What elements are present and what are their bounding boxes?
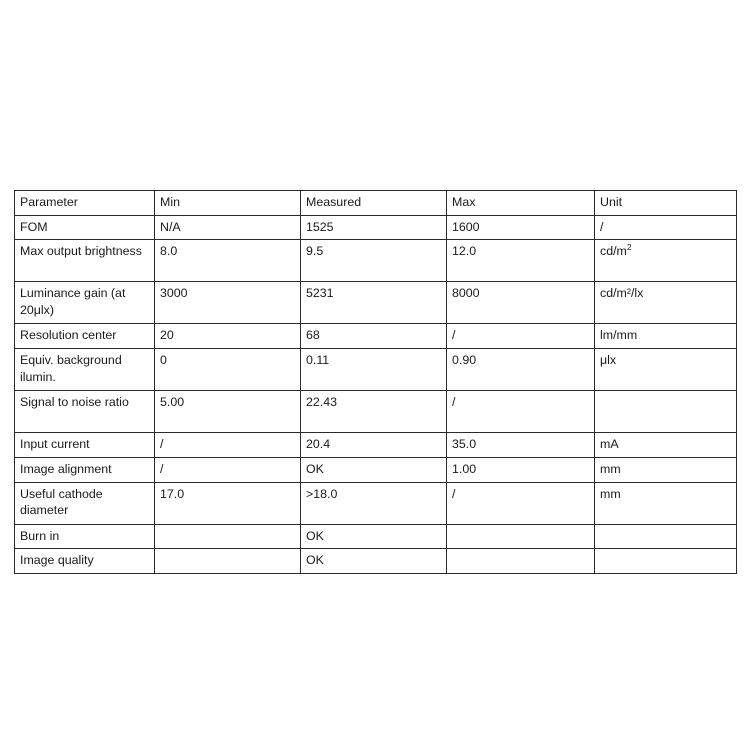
cell-max: /: [447, 391, 595, 433]
cell-unit: cd/m²/lx: [595, 282, 737, 324]
cell-parameter: Max output brightness: [15, 240, 155, 282]
cell-unit-text: cd/m: [600, 244, 627, 259]
cell-max: [447, 549, 595, 574]
cell-max: 12.0: [447, 240, 595, 282]
cell-max: [447, 524, 595, 549]
table-row: [15, 433, 737, 458]
cell-max: /: [447, 324, 595, 349]
cell-unit: μlx: [595, 349, 737, 391]
cell-measured: 68: [301, 324, 447, 349]
cell-measured: 0.11: [301, 349, 447, 391]
cell-measured: 9.5: [301, 240, 447, 282]
cell-measured: 22.43: [301, 391, 447, 433]
cell-unit: [595, 391, 737, 433]
table-header-row: [15, 191, 737, 216]
cell-parameter: Signal to noise ratio: [15, 391, 155, 433]
column-header-measured: Measured: [301, 191, 447, 216]
column-header-unit: Unit: [595, 191, 737, 216]
cell-min: 8.0: [155, 240, 301, 282]
cell-unit: lm/mm: [595, 324, 737, 349]
cell-min: 3000: [155, 282, 301, 324]
cell-unit-superscript: 2: [626, 242, 632, 253]
table-row: [15, 391, 737, 433]
cell-max: 8000: [447, 282, 595, 324]
table-row: [15, 549, 737, 574]
cell-unit: [595, 549, 737, 574]
cell-parameter: Burn in: [15, 524, 155, 549]
cell-measured: OK: [301, 457, 447, 482]
cell-measured: OK: [301, 524, 447, 549]
cell-min: [155, 549, 301, 574]
table-row: [15, 240, 737, 282]
table-row: [15, 457, 737, 482]
cell-parameter: Image quality: [15, 549, 155, 574]
table-row: [15, 349, 737, 391]
cell-parameter: Useful cathode diameter: [15, 482, 155, 524]
cell-parameter: Luminance gain (at 20μlx): [15, 282, 155, 324]
cell-min: /: [155, 457, 301, 482]
table-row: [15, 215, 737, 240]
cell-unit: mm: [595, 482, 737, 524]
cell-max: /: [447, 482, 595, 524]
cell-unit: [595, 240, 737, 282]
table-row: [15, 324, 737, 349]
cell-max: 35.0: [447, 433, 595, 458]
cell-min: [155, 524, 301, 549]
specification-table: [14, 190, 737, 574]
cell-max: 1600: [447, 215, 595, 240]
cell-unit: [595, 524, 737, 549]
table-body: [15, 191, 737, 574]
cell-parameter: Equiv. background ilumin.: [15, 349, 155, 391]
cell-measured: 20.4: [301, 433, 447, 458]
cell-min: 0: [155, 349, 301, 391]
cell-parameter: FOM: [15, 215, 155, 240]
cell-measured: OK: [301, 549, 447, 574]
cell-min: 20: [155, 324, 301, 349]
table-row: [15, 282, 737, 324]
cell-parameter: Input current: [15, 433, 155, 458]
column-header-max: Max: [447, 191, 595, 216]
cell-min: 17.0: [155, 482, 301, 524]
cell-unit: /: [595, 215, 737, 240]
cell-unit: mA: [595, 433, 737, 458]
cell-measured: 5231: [301, 282, 447, 324]
cell-min: /: [155, 433, 301, 458]
column-header-parameter: Parameter: [15, 191, 155, 216]
cell-parameter: Resolution center: [15, 324, 155, 349]
cell-measured: 1525: [301, 215, 447, 240]
table-row: [15, 482, 737, 524]
cell-unit: mm: [595, 457, 737, 482]
cell-max: 0.90: [447, 349, 595, 391]
cell-min: 5.00: [155, 391, 301, 433]
table-row: [15, 524, 737, 549]
cell-max: 1.00: [447, 457, 595, 482]
cell-min: N/A: [155, 215, 301, 240]
specification-table-container: [14, 190, 736, 574]
cell-measured: >18.0: [301, 482, 447, 524]
cell-parameter: Image alignment: [15, 457, 155, 482]
column-header-min: Min: [155, 191, 301, 216]
